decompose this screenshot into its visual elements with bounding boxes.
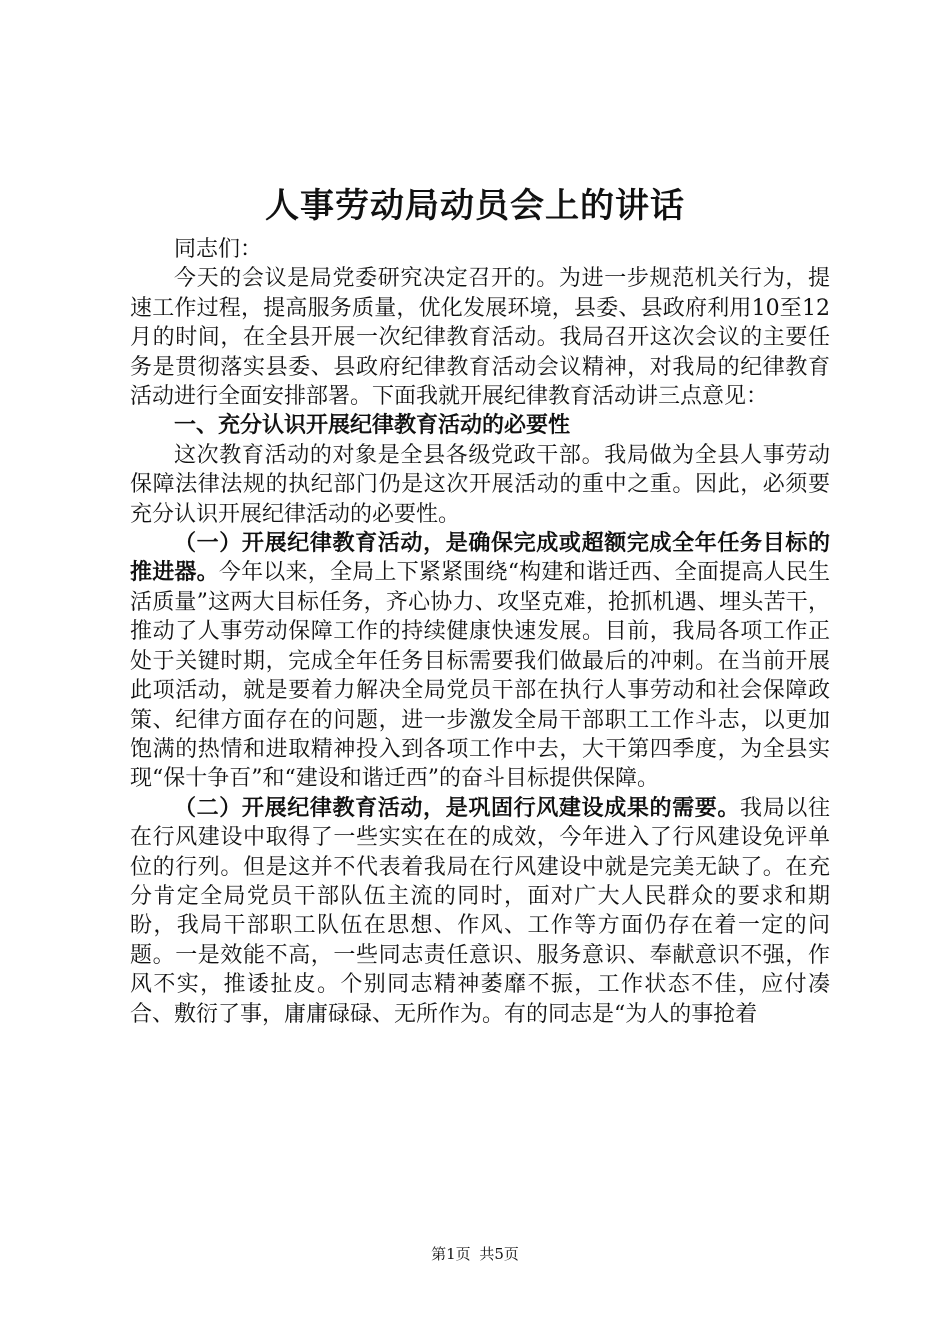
page-total: 共5页 [479,1245,519,1263]
subsection-2-lead: （二）开展纪律教育活动，是巩固行风建设成果的需要。 [174,795,741,821]
subsection-2-text: 我局以往在行风建设中取得了一些实实在在的成效，今年进入了行风建设免评单位的行列。但是这并不代表着我局在行风建设中就是完美无缺了。在充分肯定全局党员干部队伍主流的同时，面对广大人民群众的要求和期盼，我局干部职工队伍在思想、作风、工作等方面仍存在着一定的问题。一是效能不高，一些同志责任意识、服务意识、奉献意识不强，作风不实，推诿扯皮。个别同志精神萎靡不振，工作状态不佳，应付凑合、敷衍了事，庸庸碌碌、无所作为。有的同志是“为人的事抢着 [130,795,830,1027]
subsection-1-paragraph [130,529,830,794]
intro-paragraph: 今天的会议是局党委研究决定召开的。为进一步规范机关行为，提速工作过程，提高服务质量，优化发展环境，县委、县政府利用10至12月的时间，在全县开展一次纪律教育活动。我局召开这次会议的主要任务是贯彻落实县委、县政府纪律教育活动会议精神，对我局的纪律教育活动进行全面安排部署。下面我就开展纪律教育活动讲三点意见： [130,266,830,410]
subsection-1-text: 今年以来，全局上下紧紧围绕“构建和谐迁西、全面提高人民生活质量”这两大目标任务，齐心协力、攻坚克难，抢抓机遇、埋头苦干，推动了人事劳动保障工作的持续健康快速发展。目前，我局各项工作正处于关键时期，完成全年任务目标需要我们做最后的冲刺。在当前开展此项活动，就是要着力解决全局党员干部在执行人事劳动和社会保障政策、纪律方面存在的问题，进一步激发全局干部职工工作斗志，以更加饱满的热情和进取精神投入到各项工作中去，大干第四季度，为全县实现“保十争百”和“建设和谐迁西”的奋斗目标提供保障。 [130,560,830,792]
subsection-2-paragraph [130,794,830,1029]
section-1-paragraph: 这次教育活动的对象是全县各级党政干部。我局做为全县人事劳动保障法律法规的执纪部门仍是这次开展活动的重中之重。因此，必须要充分认识开展纪律活动的必要性。 [130,442,830,527]
document-title: 人事劳动局动员会上的讲话 [265,186,685,226]
subsection-1-lead: （一）开展纪律教育活动，是确保完成或超额完成全年任务目标的推进器。 [130,531,830,586]
salutation: 同志们： [174,237,263,262]
page-number: 第1页 [431,1245,471,1263]
page-footer [0,1244,950,1264]
section-heading-1: 一、充分认识开展纪律教育活动的必要性 [174,413,571,439]
document-body [130,235,830,1029]
